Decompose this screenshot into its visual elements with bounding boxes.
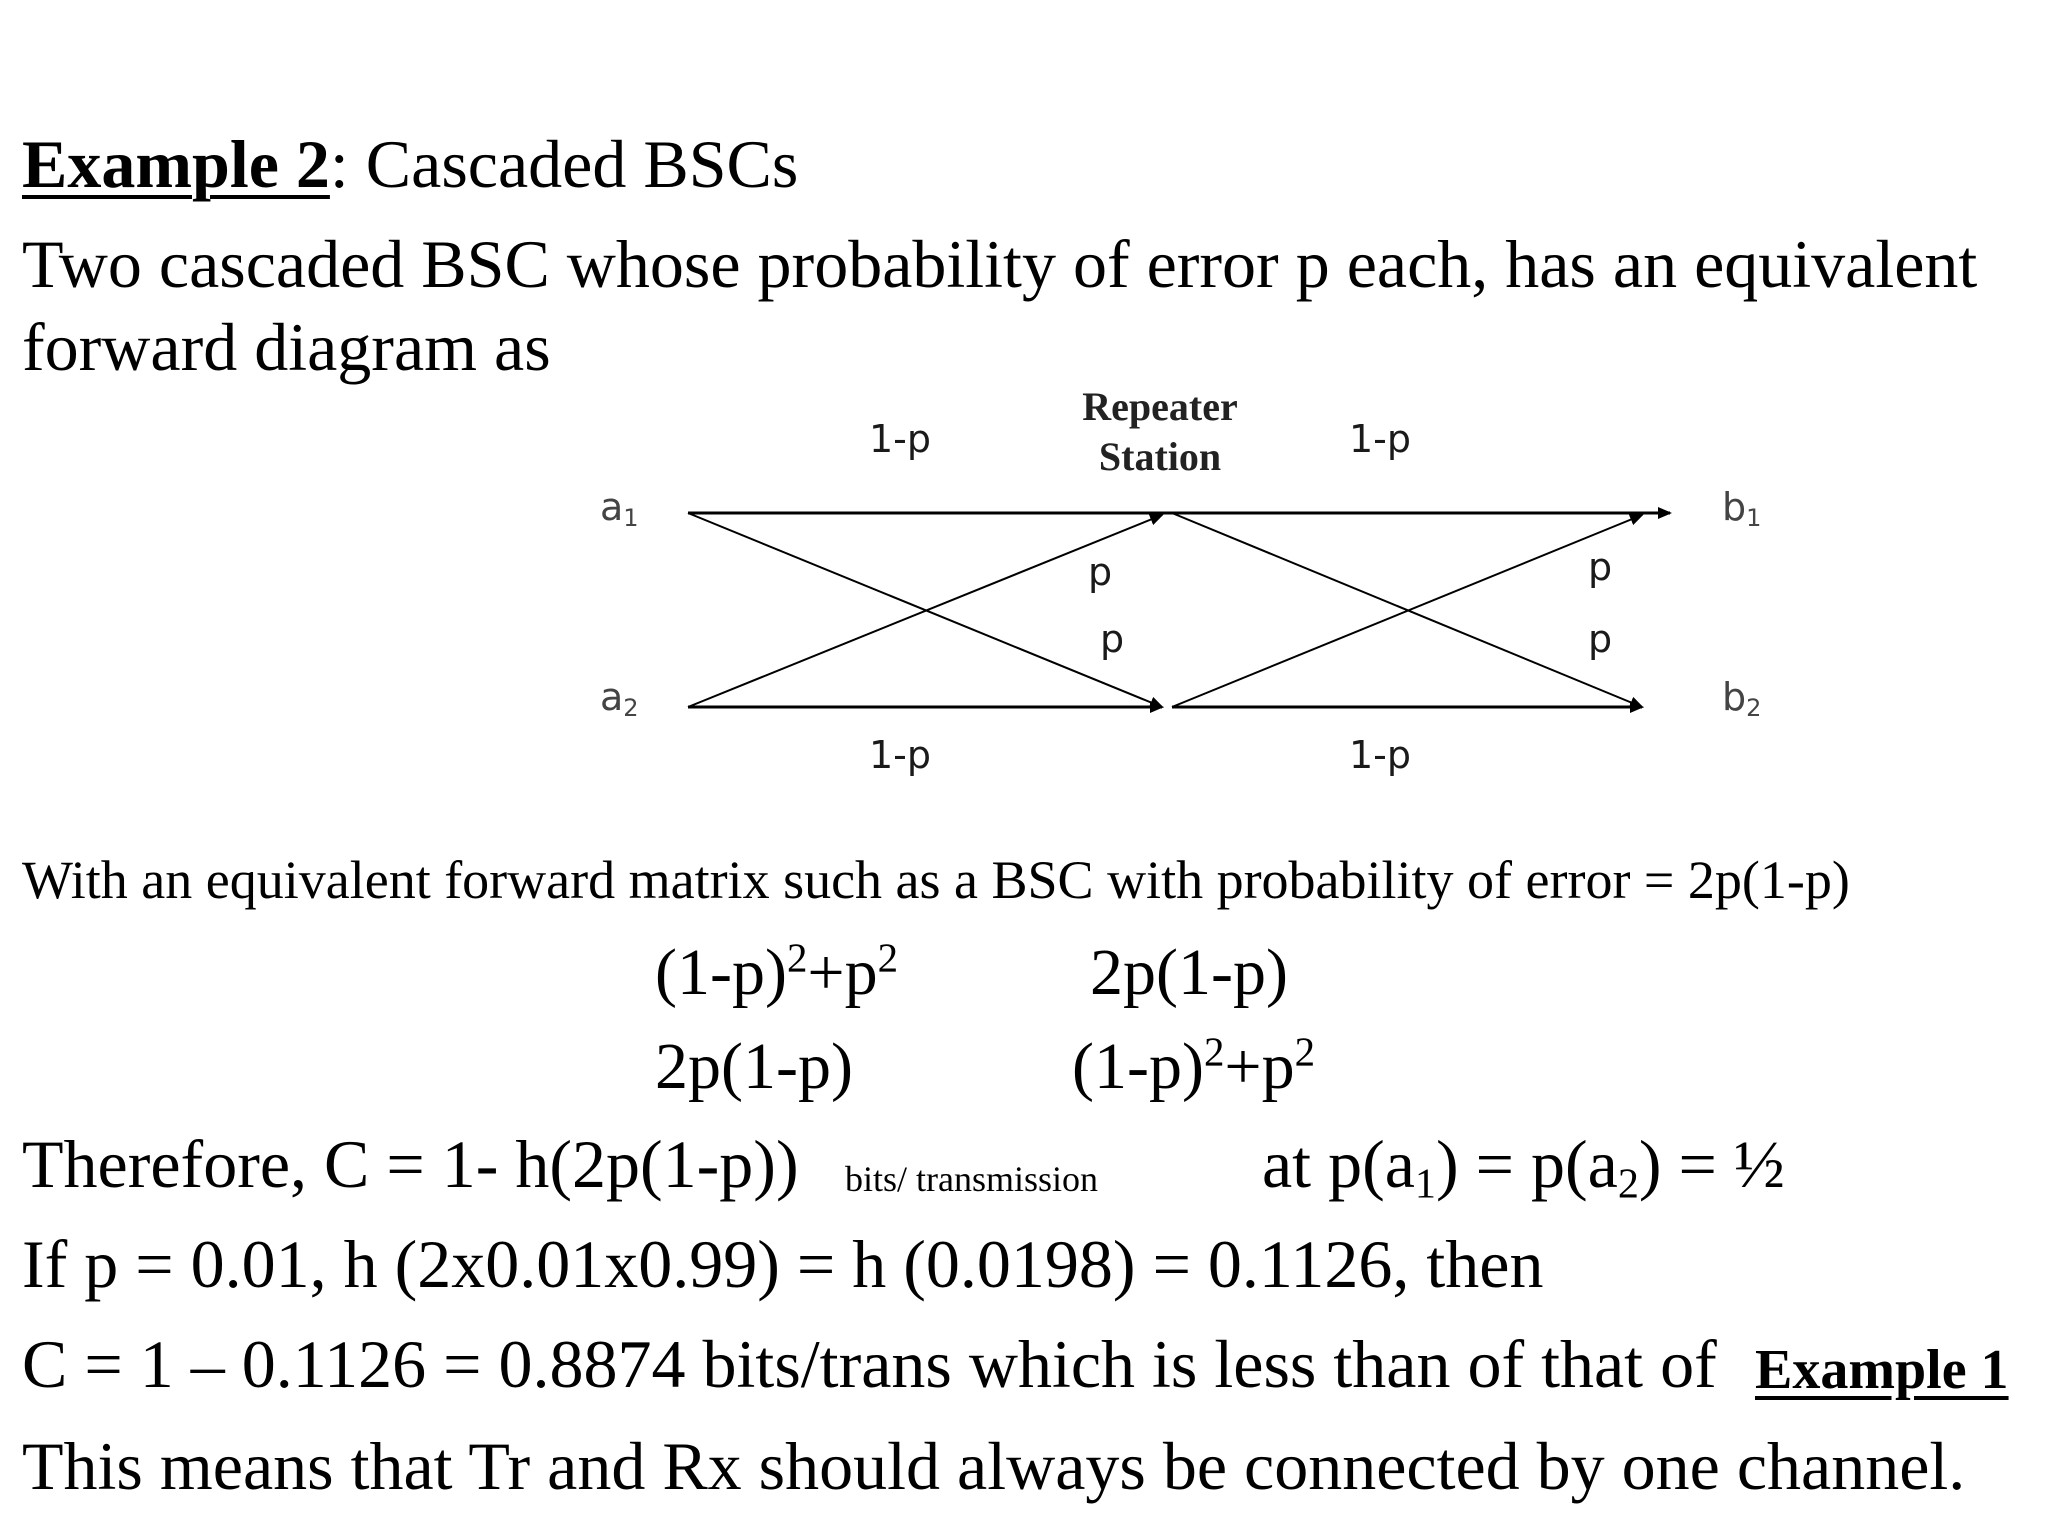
repeater-label-line2: Station: [1098, 434, 1222, 479]
intro-line-2: forward diagram as: [22, 309, 551, 385]
matrix-cell-1-1: $(1-p)^2+p^2$: [655, 935, 899, 1009]
matrix-cell-2-2: $(1-p)^2+p^2$: [1072, 1029, 1316, 1103]
entropy-calculation: If p = 0.01, h (2x0.01x0.99) = h (0.0198) = 0.1126, then: [22, 1226, 1544, 1302]
capacity-formula: Therefore, C = 1- h(2p(1-p)): [22, 1126, 799, 1202]
prob-cross-right-lower-label: p: [1587, 617, 1613, 661]
prob-cross-left-lower-label: p: [1099, 617, 1125, 661]
matrix-cell-1-2: 2p(1-p): [1090, 936, 1288, 1009]
prob-bottom-right-label: 1-p: [1348, 733, 1412, 777]
output-b2-label: b2: [1722, 675, 1762, 722]
output-b1-label: b1: [1722, 485, 1762, 532]
prob-cross-left-upper-label: p: [1087, 550, 1113, 594]
input-a2-label: a2: [600, 675, 639, 722]
conclusion: This means that Tr and Rx should always be connected by one channel.: [22, 1428, 1966, 1504]
equivalent-matrix-sentence: With an equivalent forward matrix such as a BSC with probability of error = 2p(1-p): [22, 850, 1850, 910]
prob-top-right-label: 1-p: [1348, 417, 1412, 461]
page-title: [22, 126, 799, 202]
matrix-cell-2-1: 2p(1-p): [655, 1030, 853, 1103]
input-a1-label: a1: [600, 485, 639, 532]
example-title: : Cascaded BSCs: [329, 126, 799, 202]
example-1-reference: Example 1: [1755, 1339, 2009, 1401]
intro-line-1: Two cascaded BSC whose probability of error p each, has an equivalent: [22, 226, 1978, 302]
capacity-result: C = 1 – 0.1126 = 0.8874 bits/trans which is less than of that of: [22, 1326, 1717, 1402]
prob-top-left-label: 1-p: [868, 417, 932, 461]
cascaded-bsc-diagram: [560, 380, 1800, 810]
input-probability-condition: at $p(a_1) = p(a_2)$ = ½: [1262, 1126, 1785, 1208]
prob-cross-right-upper-label: p: [1587, 545, 1613, 589]
capacity-unit: bits/ transmission: [845, 1159, 1099, 1199]
example-label: Example 2: [22, 126, 330, 202]
prob-bottom-left-label: 1-p: [868, 733, 932, 777]
repeater-label-line1: Repeater: [1082, 384, 1238, 429]
